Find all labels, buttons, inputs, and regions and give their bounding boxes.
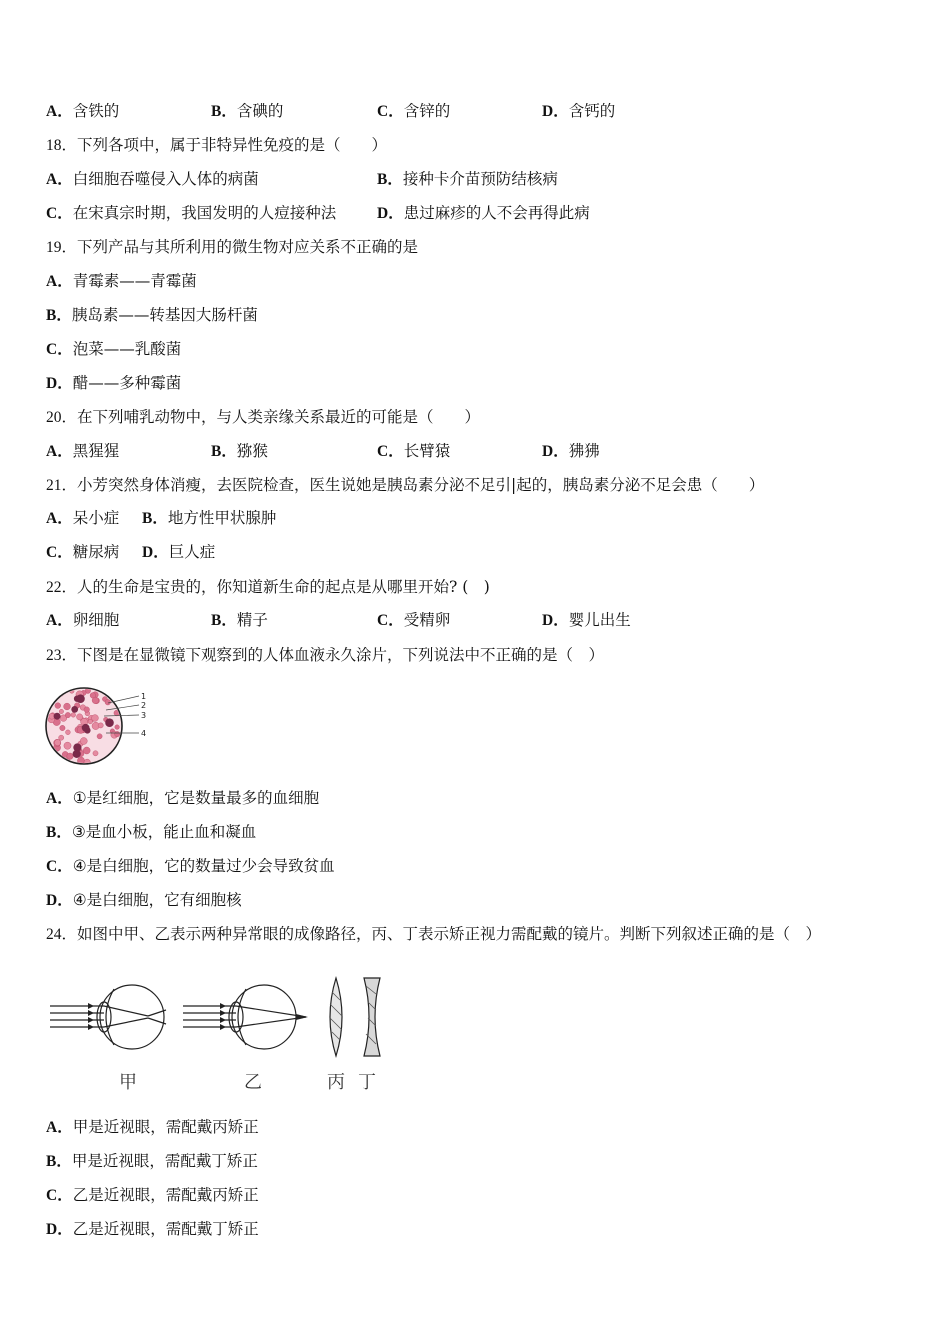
red-blood-cell <box>59 735 64 740</box>
q21-option-c: C．糖尿病 <box>46 543 120 561</box>
blood-smear-figure <box>44 683 154 773</box>
red-blood-cell <box>64 742 71 749</box>
red-blood-cell <box>65 712 70 717</box>
smear-label-2: 2 <box>141 701 147 710</box>
q22-stem: 22．人的生命是宝贵的，你知道新生命的起点是从哪里开始? ( ) <box>46 578 490 596</box>
smear-label-1: 1 <box>141 692 147 701</box>
q20-stem: 20．在下列哺乳动物中，与人类亲缘关系最近的可能是（ ） <box>46 408 481 426</box>
red-blood-cell <box>80 738 87 745</box>
q22-option-b: B．精子 <box>211 611 268 629</box>
red-blood-cell <box>51 752 56 757</box>
q19-option-c: C．泡菜——乳酸菌 <box>46 340 182 358</box>
red-blood-cell <box>66 730 71 735</box>
concave-lens-icon <box>364 978 380 1056</box>
red-blood-cell <box>57 759 63 765</box>
red-blood-cell <box>60 725 65 730</box>
q23-stem: 23．下图是在显微镜下观察到的人体血液永久涂片，下列说法中不正确的是（ ） <box>46 646 605 664</box>
white-blood-cell <box>73 750 81 758</box>
q21-option-b: B．地方性甲状腺肿 <box>142 509 277 527</box>
lens-ding-label: 丁 <box>358 1072 376 1093</box>
q22-option-c: C．受精卵 <box>377 611 451 629</box>
q24-option-b: B．甲是近视眼，需配戴丁矫正 <box>46 1152 258 1170</box>
white-blood-cell <box>76 694 85 703</box>
smear-label-3: 3 <box>141 711 147 720</box>
red-blood-cell <box>71 713 76 718</box>
q23-option-c: C．④是白细胞，它的数量过少会导致贫血 <box>46 857 335 875</box>
q17-option-d: D．含钙的 <box>542 102 616 120</box>
red-blood-cell <box>109 756 115 762</box>
lens-bing-label: 丙 <box>327 1072 345 1093</box>
q19-stem: 19．下列产品与其所利用的微生物对应关系不正确的是 <box>46 238 419 256</box>
red-blood-cell <box>115 725 120 730</box>
q20-option-d: D．狒狒 <box>542 442 600 460</box>
q21-stem: 21．小芳突然身体消瘦，去医院检查，医生说她是胰岛素分泌不足引|起的，胰岛素分泌不足会患（ ） <box>46 476 765 494</box>
white-blood-cell <box>71 706 78 713</box>
q24-option-d: D．乙是近视眼，需配戴丁矫正 <box>46 1220 259 1238</box>
q22-option-a: A．卵细胞 <box>46 611 120 629</box>
eye-lens-figure <box>48 972 398 1064</box>
red-blood-cell <box>64 703 71 710</box>
q24-option-a: A．甲是近视眼，需配戴丙矫正 <box>46 1118 259 1136</box>
red-blood-cell <box>93 751 98 756</box>
q18-option-d: D．患过麻疹的人不会再得此病 <box>377 204 590 222</box>
q17-option-b: B．含碘的 <box>211 102 284 120</box>
q17-option-a: A．含铁的 <box>46 102 120 120</box>
q20-option-c: C．长臂猿 <box>377 442 451 460</box>
red-blood-cell <box>105 699 111 705</box>
smear-label-4: 4 <box>141 729 147 738</box>
q23-option-b: B．③是血小板，能止血和凝血 <box>46 823 257 841</box>
q24-option-c: C．乙是近视眼，需配戴丙矫正 <box>46 1186 259 1204</box>
red-blood-cell <box>115 731 120 736</box>
red-blood-cell <box>92 697 99 704</box>
q19-option-b: B．胰岛素——转基因大肠杆菌 <box>46 306 258 324</box>
red-blood-cell <box>59 709 63 713</box>
red-blood-cell <box>67 753 73 759</box>
white-blood-cell <box>82 724 90 732</box>
red-blood-cell <box>98 723 103 728</box>
q19-option-a: A．青霉素——青霉菌 <box>46 272 197 290</box>
q24-stem: 24．如图中甲、乙表示两种异常眼的成像路径，丙、丁表示矫正视力需配戴的镜片。判断下列叙述正确的是（ ） <box>46 925 822 943</box>
eye-yi-icon <box>232 985 296 1049</box>
q21-option-a: A．呆小症 <box>46 509 120 527</box>
red-blood-cell <box>92 715 99 722</box>
white-blood-cell <box>54 713 61 720</box>
white-blood-cell <box>105 718 114 727</box>
q19-option-d: D．醋——多种霉菌 <box>46 374 182 392</box>
red-blood-cell <box>58 690 63 695</box>
red-blood-cell <box>47 697 54 704</box>
q20-option-a: A．黑猩猩 <box>46 442 120 460</box>
red-blood-cell <box>55 703 61 709</box>
q23-option-a: A．①是红细胞，它是数量最多的血细胞 <box>46 789 320 807</box>
q18-option-b: B．接种卡介苗预防结核病 <box>377 170 558 188</box>
q18-stem: 18．下列各项中，属于非特异性免疫的是（ ） <box>46 136 388 154</box>
q18-option-a: A．白细胞吞噬侵入人体的病菌 <box>46 170 259 188</box>
eye-jia-label: 甲 <box>119 1072 137 1093</box>
q23-option-d: D．④是白细胞，它有细胞核 <box>46 891 242 909</box>
q21-option-d: D．巨人症 <box>142 543 216 561</box>
eye-jia-icon <box>100 985 164 1049</box>
red-blood-cell <box>83 747 90 754</box>
q20-option-b: B．猕猴 <box>211 442 268 460</box>
eye-yi-label: 乙 <box>244 1072 262 1093</box>
convex-lens-icon <box>330 978 342 1056</box>
red-blood-cell <box>55 740 61 746</box>
red-blood-cell <box>97 734 102 739</box>
q22-option-d: D．婴儿出生 <box>542 611 631 629</box>
q18-option-c: C．在宋真宗时期，我国发明的人痘接种法 <box>46 204 337 222</box>
red-blood-cell <box>84 707 90 713</box>
q17-option-c: C．含锌的 <box>377 102 451 120</box>
